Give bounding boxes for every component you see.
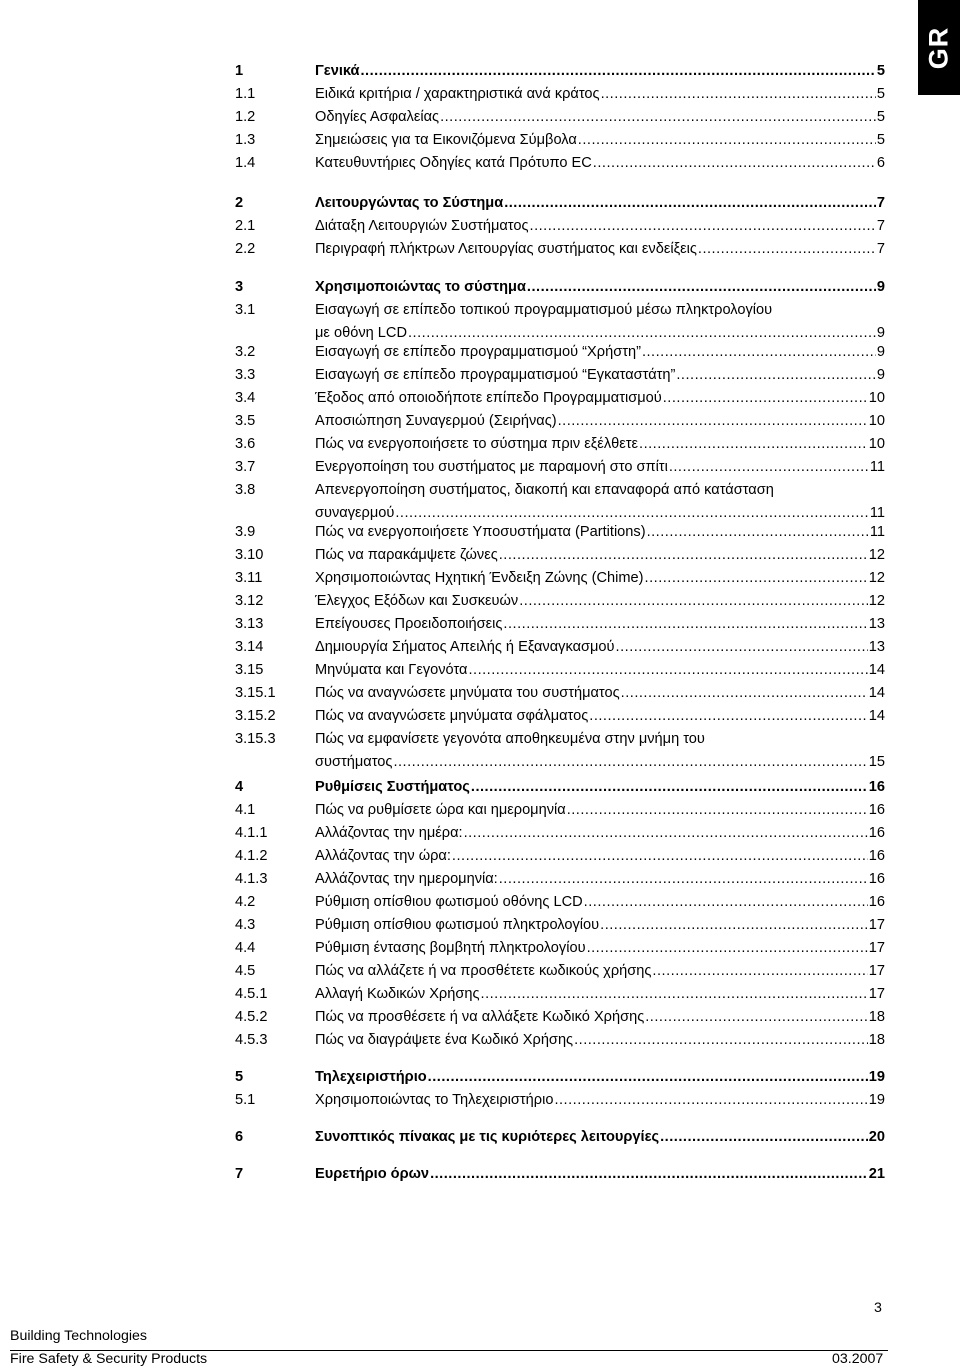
toc-entry-title: Εισαγωγή σε επίπεδο προγραμματισμού “Χρήστη” (315, 344, 641, 360)
toc-entry-number: 4.5 (235, 963, 256, 979)
toc-entry-page: 16 (868, 779, 885, 795)
toc-entry-number: 4.1 (235, 802, 256, 818)
toc-entry-number: 4.1.1 (235, 825, 268, 841)
toc-entry-number: 3.1 (235, 302, 256, 318)
toc-entry-page: 16 (868, 802, 885, 818)
toc-entry-page: 16 (868, 894, 885, 910)
toc-entry[interactable] (235, 1006, 885, 1029)
toc-entry-page: 16 (868, 871, 885, 887)
toc-entry-title-continued: συναγερμού (315, 505, 395, 521)
dot-leader (361, 60, 876, 83)
toc-entry-page: 13 (868, 616, 885, 632)
footer-company: Building Technologies (10, 1328, 147, 1344)
toc-entry-number: 6 (235, 1129, 244, 1145)
dot-leader (567, 799, 868, 822)
dot-leader (676, 364, 876, 387)
toc-entry-page: 12 (868, 570, 885, 586)
toc-entry-title: Ρυθμίσεις Συστήματος (315, 779, 470, 795)
toc-entry-title: Πώς να αναγνώσετε μηνύματα του συστήματος (315, 685, 620, 701)
dot-leader (464, 822, 868, 845)
toc-entry[interactable] (235, 1066, 885, 1089)
dot-leader (639, 433, 868, 456)
toc-entry-title: Οδηγίες Ασφαλείας (315, 109, 440, 125)
dot-leader (589, 705, 868, 728)
toc-entry-page: 11 (869, 459, 885, 475)
toc-entry-title: Λειτουργώντας το Σύστημα (315, 195, 504, 211)
dot-leader (527, 276, 876, 299)
toc-entry-number: 3.15.2 (235, 708, 276, 724)
toc-entry-page: 14 (868, 708, 885, 724)
toc-entry-title-continued: με οθόνη LCD (315, 325, 407, 341)
toc-entry[interactable] (235, 914, 885, 937)
toc-entry-page: 9 (876, 344, 885, 360)
toc-entry[interactable] (235, 238, 885, 261)
toc-entry-number: 2.2 (235, 241, 256, 257)
toc-entry-page: 17 (868, 940, 885, 956)
dot-leader (616, 636, 868, 659)
toc-entry-title: Επείγουσες Προειδοποιήσεις (315, 616, 503, 632)
toc-entry-number: 3.5 (235, 413, 256, 429)
toc-entry[interactable] (235, 799, 885, 822)
toc-entry-title: Πώς να ενεργοποιήσετε το σύστημα πριν εξέλθετε (315, 436, 639, 452)
dot-leader (471, 776, 868, 799)
toc-entry-number: 4.5.1 (235, 986, 268, 1002)
toc-entry-number: 3.15.1 (235, 685, 276, 701)
toc-entry-title: Ενεργοποίηση του συστήματος με παραμονή στο σπίτι (315, 459, 668, 475)
toc-entry[interactable] (235, 960, 885, 983)
dot-leader (642, 341, 876, 364)
toc-entry[interactable] (235, 1126, 885, 1149)
toc-entry-page: 19 (868, 1092, 885, 1108)
dot-leader (645, 1006, 868, 1029)
toc-entry-page: 9 (876, 279, 885, 295)
toc-entry-number: 4.1.3 (235, 871, 268, 887)
toc-entry[interactable] (235, 983, 885, 1006)
page-number: 3 (874, 1300, 882, 1316)
toc-entry-page: 11 (869, 524, 885, 540)
toc-entry[interactable] (235, 1163, 885, 1186)
toc-entry-page: 12 (868, 547, 885, 563)
toc-entry-title: Μηνύματα και Γεγονότα (315, 662, 468, 678)
dot-leader (393, 751, 867, 774)
toc-entry-title: Χρησιμοποιώντας το σύστημα (315, 279, 526, 295)
toc-entry-number: 4.2 (235, 894, 256, 910)
dot-leader (600, 914, 868, 937)
toc-entry[interactable] (235, 215, 885, 238)
toc-entry-title: Πώς να διαγράψετε ένα Κωδικό Χρήσης (315, 1032, 574, 1048)
toc-entry-title: Αποσιώπηση Συναγερμού (Σειρήνας) (315, 413, 557, 429)
toc-entry-number: 3.15.3 (235, 731, 276, 747)
dot-leader (578, 129, 876, 152)
dot-leader (584, 891, 868, 914)
toc-entry[interactable] (235, 299, 885, 345)
toc-entry-number: 2 (235, 195, 244, 211)
toc-entry[interactable] (235, 891, 885, 914)
toc-entry-page: 14 (868, 685, 885, 701)
toc-entry-page: 16 (868, 825, 885, 841)
footer-division: Fire Safety & Security Products (10, 1351, 208, 1367)
toc-entry[interactable] (235, 276, 885, 299)
toc-entry-number: 3.14 (235, 639, 264, 655)
toc-entry[interactable] (235, 129, 885, 152)
toc-entry-page: 7 (876, 195, 885, 211)
toc-entry-number: 1.4 (235, 155, 256, 171)
dot-leader (587, 937, 868, 960)
toc-entry-number: 3.15 (235, 662, 264, 678)
toc-entry-title: Εισαγωγή σε επίπεδο προγραμματισμού “Εγκαταστάτη” (315, 367, 676, 383)
toc-entry-number: 4 (235, 779, 244, 795)
dot-leader (481, 983, 868, 1006)
toc-entry-page: 6 (876, 155, 885, 171)
toc-entry[interactable] (235, 410, 885, 433)
toc-entry-number: 3.2 (235, 344, 256, 360)
toc-entry-page: 18 (868, 1009, 885, 1025)
toc-entry-title: Διάταξη Λειτουργιών Συστήματος (315, 218, 529, 234)
toc-entry-page: 5 (876, 86, 885, 102)
toc-entry-title: Αλλάζοντας την ημέρα: (315, 825, 463, 841)
toc-entry-number: 4.1.2 (235, 848, 268, 864)
toc-entry-title: Πώς να παρακάμψετε ζώνες (315, 547, 498, 563)
toc-entry-title: Εισαγωγή σε επίπεδο τοπικού προγραμματισμού μέσω πληκτρολογίου (315, 302, 773, 318)
toc-entry-title: Αλλάζοντας την ώρα: (315, 848, 451, 864)
toc-entry-title: Πώς να αναγνώσετε μηνύματα σφάλματος (315, 708, 589, 724)
toc-entry-page: 9 (876, 325, 885, 341)
toc-entry-title: Έλεγχος Εξόδων και Συσκευών (315, 593, 519, 609)
dot-leader (574, 1029, 868, 1052)
dot-leader (503, 613, 867, 636)
toc-entry[interactable] (235, 728, 885, 774)
toc-entry[interactable] (235, 479, 885, 525)
toc-entry-page: 5 (876, 109, 885, 125)
toc-entry[interactable] (235, 152, 885, 175)
toc-entry-title: Σημειώσεις για τα Εικονιζόμενα Σύμβολα (315, 132, 577, 148)
dot-leader (468, 659, 867, 682)
toc-entry-title: Πώς να προσθέσετε ή να αλλάξετε Κωδικό Χρήσης (315, 1009, 645, 1025)
toc-entry[interactable] (235, 106, 885, 129)
toc-entry-page: 17 (868, 917, 885, 933)
toc-entry-title: Ειδικά κριτήρια / χαρακτηριστικά ανά κράτος (315, 86, 600, 102)
dot-leader (593, 152, 876, 175)
toc-entry-number: 5 (235, 1069, 244, 1085)
toc-entry[interactable] (235, 937, 885, 960)
toc-entry-title-continued: συστήματος (315, 754, 393, 770)
toc-entry-page: 11 (869, 505, 885, 521)
toc-entry-number: 7 (235, 1166, 244, 1182)
toc-entry-title: Δημιουργία Σήματος Απειλής ή Εξαναγκασμού (315, 639, 615, 655)
dot-leader (558, 410, 868, 433)
toc-entry-title: Ρύθμιση έντασης βομβητή πληκτρολογίου (315, 940, 586, 956)
dot-leader (663, 387, 868, 410)
toc-entry-page: 10 (868, 390, 885, 406)
toc-entry-number: 3.4 (235, 390, 256, 406)
toc-entry-page: 9 (876, 367, 885, 383)
toc-entry-page: 12 (868, 593, 885, 609)
toc-entry-number: 4.5.3 (235, 1032, 268, 1048)
toc-entry-page: 21 (868, 1166, 885, 1182)
dot-leader (660, 1126, 868, 1149)
toc-entry[interactable] (235, 613, 885, 636)
toc-entry[interactable] (235, 544, 885, 567)
toc-entry-title: Συνοπτικός πίνακας με τις κυριότερες λειτουργίες (315, 1129, 660, 1145)
dot-leader (601, 83, 876, 106)
toc-entry-page: 10 (868, 413, 885, 429)
toc-entry[interactable] (235, 682, 885, 705)
toc-entry[interactable] (235, 845, 885, 868)
toc-entry-number: 4.4 (235, 940, 256, 956)
toc-entry-number: 5.1 (235, 1092, 256, 1108)
toc-entry[interactable] (235, 192, 885, 215)
toc-entry-title: Πώς να ενεργοποιήσετε Υποσυστήματα (Partitions) (315, 524, 646, 540)
toc-entry-page: 13 (868, 639, 885, 655)
toc-entry-number: 3.8 (235, 482, 256, 498)
dot-leader (519, 590, 868, 613)
toc-entry[interactable] (235, 705, 885, 728)
language-tab-label: GR (923, 26, 954, 69)
toc-entry-title: Κατευθυντήριες Οδηγίες κατά Πρότυπο EC (315, 155, 592, 171)
toc-entry[interactable] (235, 433, 885, 456)
toc-entry-page: 14 (868, 662, 885, 678)
toc-entry-page: 7 (876, 218, 885, 234)
toc-entry-number: 4.5.2 (235, 1009, 268, 1025)
toc-entry-number: 2.1 (235, 218, 256, 234)
toc-entry-number: 3 (235, 279, 244, 295)
dot-leader (554, 1089, 867, 1112)
toc-entry[interactable] (235, 822, 885, 845)
dot-leader (504, 192, 876, 215)
dot-leader (499, 544, 868, 567)
toc-entry[interactable] (235, 1089, 885, 1112)
dot-leader (645, 567, 868, 590)
toc-entry-page: 15 (868, 754, 885, 770)
toc-entry[interactable] (235, 521, 885, 544)
dot-leader (669, 456, 869, 479)
toc-entry-number: 4.3 (235, 917, 256, 933)
toc-entry-number: 3.7 (235, 459, 256, 475)
dot-leader (428, 1066, 868, 1089)
toc-entry[interactable] (235, 659, 885, 682)
toc-entry-number: 3.11 (235, 570, 263, 586)
toc-entry-title: Τηλεχειριστήριο (315, 1069, 427, 1085)
toc-entry[interactable] (235, 341, 885, 364)
toc-entry-title: Πώς να ρυθμίσετε ώρα και ημερομηνία (315, 802, 566, 818)
toc-entry-title: Πώς να αλλάζετε ή να προσθέτετε κωδικούς χρήσης (315, 963, 652, 979)
toc-entry[interactable] (235, 1029, 885, 1052)
toc-entry[interactable] (235, 590, 885, 613)
dot-leader (652, 960, 867, 983)
toc-entry-title: Αλλαγή Κωδικών Χρήσης (315, 986, 480, 1002)
toc-entry-title: Απενεργοποίηση συστήματος, διακοπή και επαναφορά από κατάσταση (315, 482, 774, 498)
toc-entry-page: 17 (868, 963, 885, 979)
toc-entry-title: Χρησιμοποιώντας Ηχητική Ένδειξη Ζώνης (Chime) (315, 570, 644, 586)
dot-leader (452, 845, 868, 868)
toc-entry-page: 16 (868, 848, 885, 864)
toc-entry[interactable] (235, 456, 885, 479)
dot-leader (499, 868, 868, 891)
toc-entry-title: Αλλάζοντας την ημερομηνία: (315, 871, 498, 887)
toc-entry-page: 10 (868, 436, 885, 452)
toc-entry[interactable] (235, 60, 885, 83)
toc-entry-number: 1.3 (235, 132, 256, 148)
dot-leader (440, 106, 876, 129)
toc-entry-page: 17 (868, 986, 885, 1002)
toc-entry-title: Χρησιμοποιώντας το Τηλεχειριστήριο (315, 1092, 554, 1108)
toc-entry-title: Ρύθμιση οπίσθιου φωτισμού οθόνης LCD (315, 894, 583, 910)
toc-entry-number: 3.12 (235, 593, 264, 609)
toc-entry-page: 5 (876, 63, 885, 79)
toc-entry[interactable] (235, 567, 885, 590)
toc-entry-title: Περιγραφή πλήκτρων Λειτουργίας συστήματος και ενδείξεις (315, 241, 697, 257)
toc-entry-page: 20 (868, 1129, 885, 1145)
toc-entry-number: 1.1 (235, 86, 256, 102)
toc-entry[interactable] (235, 776, 885, 799)
dot-leader (530, 215, 876, 238)
footer-date: 03.2007 (832, 1351, 884, 1367)
toc-entry-number: 1 (235, 63, 244, 79)
toc-entry-title: Ευρετήριο όρων (315, 1166, 430, 1182)
dot-leader (430, 1163, 868, 1186)
toc-entry[interactable] (235, 868, 885, 891)
toc-entry-number: 3.13 (235, 616, 264, 632)
toc-entry-number: 3.9 (235, 524, 256, 540)
toc-entry-page: 5 (876, 132, 885, 148)
toc-entry[interactable] (235, 387, 885, 410)
toc-entry-page: 7 (876, 241, 885, 257)
toc-entry-page: 19 (868, 1069, 885, 1085)
toc-entry[interactable] (235, 364, 885, 387)
toc-entry-title: Έξοδος από οποιοδήποτε επίπεδο Προγραμματισμού (315, 390, 662, 406)
toc-entry-number: 3.6 (235, 436, 256, 452)
toc-entry-title: Πώς να εμφανίσετε γεγονότα αποθηκευμένα στην μνήμη του (315, 731, 705, 747)
toc-entry[interactable] (235, 83, 885, 106)
dot-leader (698, 238, 876, 261)
toc-entry-number: 3.10 (235, 547, 264, 563)
toc-entry-title: Ρύθμιση οπίσθιου φωτισμού πληκτρολογίου (315, 917, 600, 933)
toc-entry[interactable] (235, 636, 885, 659)
dot-leader (647, 521, 869, 544)
toc-entry-number: 1.2 (235, 109, 256, 125)
toc-entry-number: 3.3 (235, 367, 256, 383)
toc-entry-page: 18 (868, 1032, 885, 1048)
dot-leader (621, 682, 868, 705)
toc-entry-title: Γενικά (315, 63, 360, 79)
